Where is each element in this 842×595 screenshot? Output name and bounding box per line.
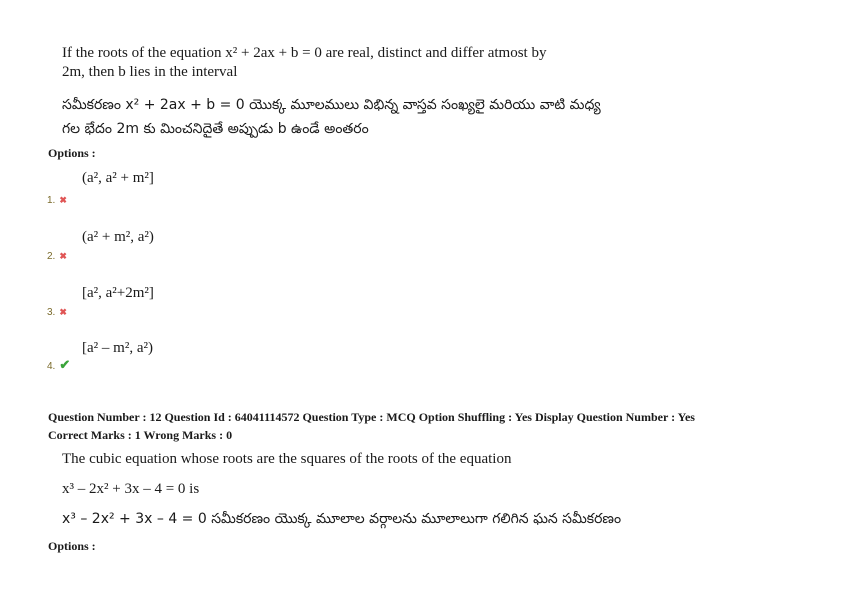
q12-telugu-line-1: x³ – 2x² + 3x – 4 = 0 సమీకరణం యొక్క మూలాల వర్గాలను మూలాలుగా గలిగిన ఘన సమీకరణం bbox=[62, 511, 622, 527]
q12-english-line-1: The cubic equation whose roots are the squares of the roots of the equation bbox=[62, 451, 512, 467]
q11-telugu-line-1: సమీకరణం x² + 2ax + b = 0 యొక్క మూలములు విభిన్న వాస్తవ సంఖ్యలై మరియు వాటి మధ్య bbox=[62, 97, 601, 113]
wrong-mark-icon: ✖ bbox=[59, 307, 67, 317]
option-1-expression: (a², a² + m²] bbox=[82, 170, 154, 186]
option-2-expression: (a² + m², a²) bbox=[82, 229, 154, 245]
option-3-expression: [a², a²+2m²] bbox=[82, 285, 154, 301]
q12-english-line-2: x³ – 2x² + 3x – 4 = 0 is bbox=[62, 481, 200, 497]
option-4-expression: [a² – m², a²) bbox=[82, 340, 153, 356]
check-mark-icon: ✔ bbox=[59, 357, 71, 372]
q11-telugu-line-2: గల భేదం 2m కు మించనిదైతే అప్పుడు b ఉండే అంతరం bbox=[62, 121, 369, 137]
option-4[interactable] bbox=[47, 356, 70, 374]
q12-meta-line-2: Correct Marks : 1 Wrong Marks : 0 bbox=[48, 428, 233, 442]
q12-options-label: Options : bbox=[48, 539, 96, 553]
option-1-number: 1. bbox=[47, 195, 56, 206]
option-4-number: 4. bbox=[47, 361, 56, 372]
q12-meta-line-1: Question Number : 12 Question Id : 64041114572 Question Type : MCQ Option Shuffling : Yes Display Question Number : Yes bbox=[48, 410, 695, 424]
q11-options-label: Options : bbox=[48, 146, 96, 160]
option-2-number: 2. bbox=[47, 251, 56, 262]
option-3[interactable] bbox=[47, 302, 67, 320]
q11-english-line-1: If the roots of the equation x² + 2ax + b = 0 are real, distinct and differ atmost by bbox=[62, 45, 547, 61]
option-3-number: 3. bbox=[47, 307, 56, 318]
wrong-mark-icon: ✖ bbox=[59, 251, 67, 261]
wrong-mark-icon: ✖ bbox=[59, 195, 67, 205]
option-1[interactable] bbox=[47, 190, 67, 208]
q11-english-line-2: 2m, then b lies in the interval bbox=[62, 64, 238, 80]
option-2[interactable] bbox=[47, 246, 67, 264]
